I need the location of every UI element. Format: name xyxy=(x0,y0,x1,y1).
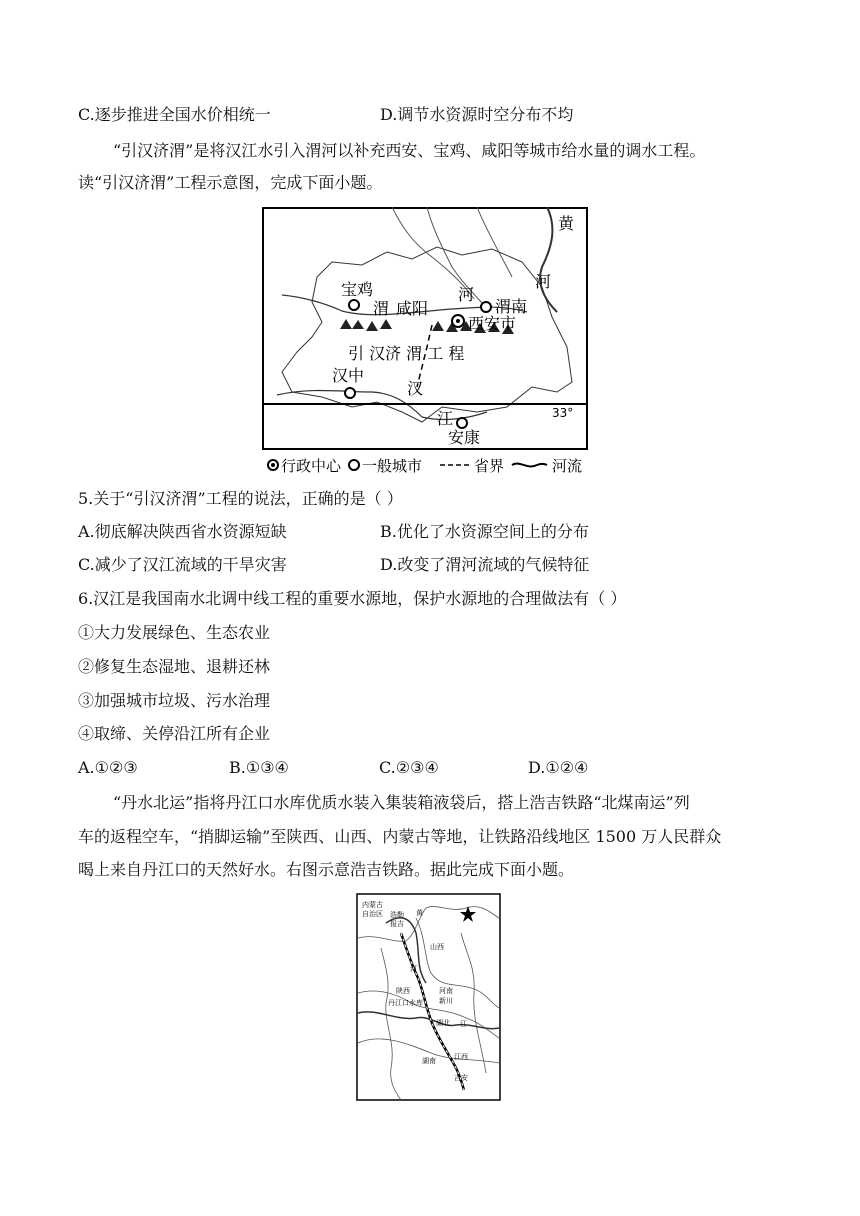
map2-label-hubei: 湖北 xyxy=(436,1019,450,1027)
map1-label-han: 汉 xyxy=(407,379,424,398)
map2-label-shanxi: 山西 xyxy=(430,943,444,951)
map1-label-lat: 33° xyxy=(552,406,574,420)
map2-label-jian: 吉安 xyxy=(454,1074,468,1082)
map1-label-he-right: 河 xyxy=(535,272,552,291)
map2-label-baoji2: 报吉 xyxy=(390,920,404,928)
yinhanjiwei-map xyxy=(262,207,588,450)
map1-label-ankang: 安康 xyxy=(448,428,481,447)
q6-option-d: D.①②④ xyxy=(528,758,589,777)
q6-stem: 6.汉江是我国南水北调中线工程的重要水源地，保护水源地的合理做法有（ ） xyxy=(78,589,627,608)
intro2-line2: 车的返程空车，“捎脚运输”至陕西、山西、内蒙古等地，让铁路沿线地区 1500 万人民群众 xyxy=(78,827,722,846)
map1-label-weinan: 渭南 xyxy=(495,297,528,316)
intro1-line2: 读“引汉济渭”工程示意图，完成下面小题。 xyxy=(78,173,383,192)
q5-option-d: D.改变了渭河流域的气候特征 xyxy=(380,555,590,574)
q5-option-c: C.减少了汉江流域的干旱灾害 xyxy=(78,555,287,574)
map2-label-danjiangkou: 丹江口水库 xyxy=(388,999,423,1007)
map1-label-hanzhong: 汉中 xyxy=(332,366,365,385)
q5-option-a: A.彻底解决陕西省水资源短缺 xyxy=(78,522,287,541)
q6-item-2: ②修复生态湿地、退耕还林 xyxy=(78,657,271,676)
map1-legend xyxy=(262,455,602,475)
q6-option-a: A.①②③ xyxy=(78,758,138,777)
map1-label-wei: 渭 xyxy=(373,299,390,318)
q5-stem: 5.关于“引汉济渭”工程的说法，正确的是（ ） xyxy=(78,489,403,508)
intro2-line1: “丹水北运”指将丹江口水库优质水装入集装箱液袋后，搭上浩吉铁路“北煤南运”列 xyxy=(113,793,690,812)
map1-label-baoji: 宝鸡 xyxy=(341,280,374,299)
map1-label-project: 引 汉济 渭 工 程 xyxy=(348,344,465,363)
q6-item-4: ④取缔、关停沿江所有企业 xyxy=(78,724,271,743)
map2-label-huang2: 黄 xyxy=(416,909,423,917)
map2-label-haole: 浩勒 xyxy=(390,911,404,919)
map1-label-huang: 黄 xyxy=(558,214,575,233)
q5-option-b: B.优化了水资源空间上的分布 xyxy=(380,522,589,541)
q6-option-c: C.②③④ xyxy=(379,758,439,777)
q6-item-3: ③加强城市垃圾、污水治理 xyxy=(78,691,271,710)
map2-label-jiangxi: 江西 xyxy=(454,1053,468,1061)
q4-option-d: D.调节水资源时空分布不均 xyxy=(380,105,574,124)
map2-label-he2: 河 xyxy=(410,965,417,973)
map2-label-xinye: 新川 xyxy=(439,997,453,1005)
q6-option-b: B.①③④ xyxy=(229,758,289,777)
map1-label-xian: 西安市 xyxy=(468,314,517,333)
map2-label-hunan: 湖南 xyxy=(422,1057,436,1065)
intro1-line1: “引汉济渭”是将汉江水引入渭河以补充西安、宝鸡、咸阳等城市给水量的调水工程。 xyxy=(113,141,706,160)
map1-label-jiang: 江 xyxy=(437,409,454,428)
intro2-line3: 喝上来自丹江口的天然好水。右图示意浩吉铁路。据此完成下面小题。 xyxy=(78,860,575,879)
legend-river: 河流 xyxy=(552,457,583,475)
haoji-railway-map xyxy=(356,893,501,1101)
map2-label-jiang2: 江 xyxy=(460,1020,467,1028)
map2-label-henan: 河南 xyxy=(439,987,453,995)
legend-admin-center: 行政中心 xyxy=(281,457,342,475)
legend-border: 省界 xyxy=(474,457,505,475)
q4-option-c: C.逐步推进全国水价相统一 xyxy=(78,105,271,124)
q6-item-1: ①大力发展绿色、生态农业 xyxy=(78,623,271,642)
map1-label-he-mid: 河 xyxy=(458,285,475,304)
legend-city: 一般城市 xyxy=(362,457,423,475)
map2-label-shaanxi: 陕西 xyxy=(396,987,410,995)
map2-label-neimenggu: 内蒙古 xyxy=(362,901,383,909)
map1-label-xianyang: 咸阳 xyxy=(396,299,429,318)
map2-label-zizhiqu: 自治区 xyxy=(362,910,383,918)
